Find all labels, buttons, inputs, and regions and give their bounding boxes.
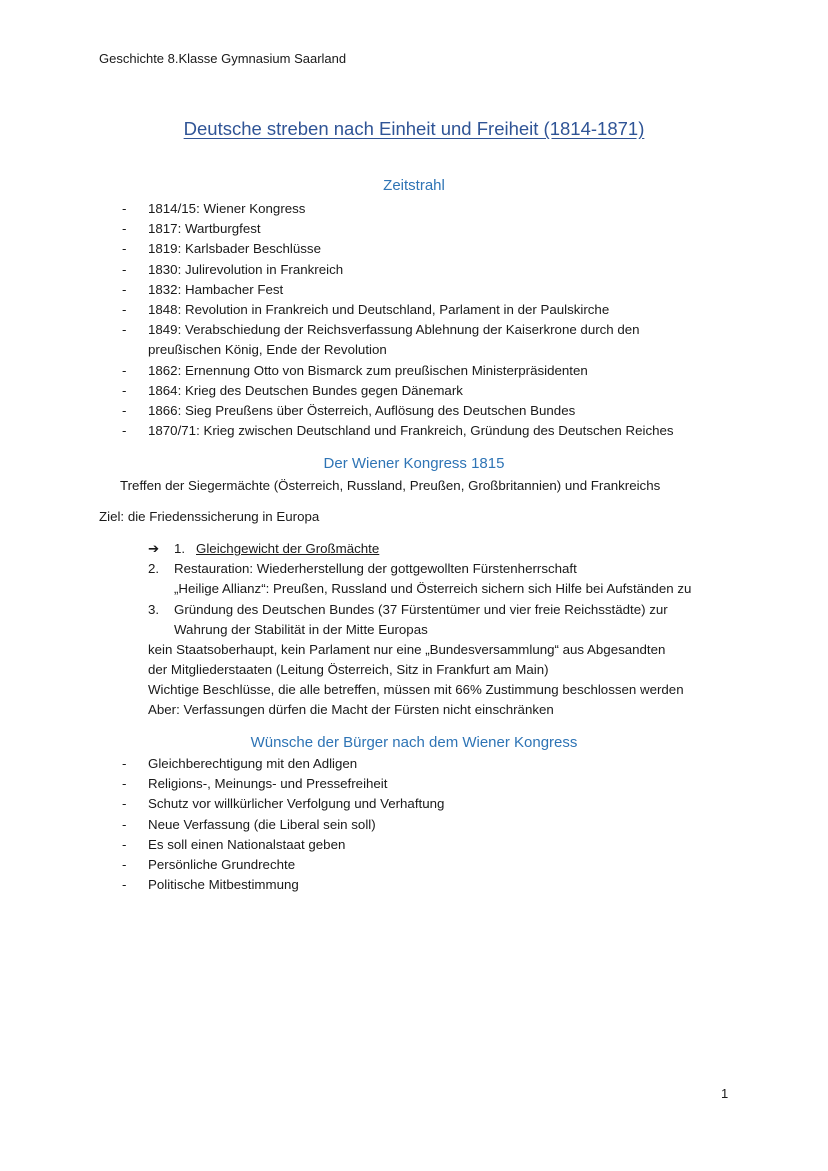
list-item-continuation: „Heilige Allianz“: Preußen, Russland und Österreich sichern sich Hilfe bei Aufständen zu	[174, 581, 692, 597]
congress-heading: Der Wiener Kongress 1815	[323, 455, 505, 472]
congress-points	[148, 539, 788, 640]
list-item: 2. Restauration: Wiederherstellung der gottgewollten Fürstenherrschaft	[148, 561, 577, 577]
list-item: 3. Gründung des Deutschen Bundes (37 Fürstentümer und vier freie Reichsstädte) zur	[148, 601, 668, 617]
arrow-right-icon: ➔	[148, 541, 160, 556]
congress-detail: der Mitgliederstaaten (Leitung Österreich, Sitz in Frankfurt am Main)	[148, 662, 549, 677]
list-item-continuation: Wahrung der Stabilität in der Mitte Europas	[174, 621, 428, 637]
congress-detail: Aber: Verfassungen dürfen die Macht der Fürsten nicht einschränken	[148, 702, 554, 717]
wishes-heading: Wünsche der Bürger nach dem Wiener Kongress	[250, 734, 578, 751]
page-header: Geschichte 8.Klasse Gymnasium Saarland	[99, 51, 347, 66]
list-item: ➔ 1. Gleichgewicht der Großmächte	[148, 539, 788, 559]
document-title: Deutsche streben nach Einheit und Freiheit (1814-1871)	[183, 118, 645, 139]
page-number: 1	[721, 1086, 729, 1101]
congress-detail: Wichtige Beschlüsse, die alle betreffen, müssen mit 66% Zustimmung beschlossen werden	[148, 682, 684, 697]
document-page: Geschichte 8.Klasse Gymnasium Saarland Deutsche streben nach Einheit und Freiheit (1814-1871) Zeitstrahl - 1814/15: Wiener Kongress - 1817: Wartburgfest - 1819: Karlsbader Beschlüsse - 1830: Julirevolution in Frankreich - 1832: Hambacher Fest - 1848: Revolution in Frankreich und Deutschland, Parlament in der Paulskirche - 1849: Verabschiedung der Reichsverfassung Ablehnung der Kaiserkrone durch den preußischen König, Ende der Revolution - 1862: Ernennung Otto von Bismarck zum preußischen Ministerpräsidenten - 1864: Krieg des Deutschen Bundes gegen Dänemark - 1866: Sieg Preußens über Österreich, Auflösung des Deutschen Bundes - 1870/71: Krieg zwischen Deutschland und Frankreich, Gründung des Deutschen Reiches Der Wiener Kongress 1815 Treffen der Siegermächte (Österreich, Russland, Preußen, Großbritannien) und Frankreichs Ziel: die Friedenssicherung in Europa ➔ 1. Gleichgewicht der Großmächte 2. Restauration: Wiederherstellung der gottgewollten Fürstenherrschaft „Heilige Allianz“: Preußen, Russland und Österreich sichern sich Hilfe bei Aufständen zu 3. Gründung des Deutschen Bundes (37 Fürstentümer und vier freie Reichsstädte) zur Wahrung der Stabilität in der Mitte Europas kein Staatsoberhaupt, kein Parlament nur eine „Bundesversammlung“ aus Abgesandten der Mitgliederstaaten (Leitung Österreich, Sitz in Frankfurt am Main) Wichtige Beschlüsse, die alle betreffen, müssen mit 66% Zustimmung beschlossen werden Aber: Verfassungen dürfen die Macht der Fürsten nicht einschränken Wünsche der Bürger nach dem Wiener Kongress - Gleichberechtigung mit den Adligen - Religions-, Meinungs- und Pressefreiheit - Schutz vor willkürlicher Verfolgung und Verhaftung - Neue Verfassung (die Liberal sein soll) - Es soll einen Nationalstaat geben - Persönliche Grundrechte - Politische Mitbestimmung 1	[0, 0, 828, 1171]
congress-intro: Treffen der Siegermächte (Österreich, Russland, Preußen, Großbritannien) und Frankreichs	[120, 478, 661, 493]
timeline-heading: Zeitstrahl	[383, 177, 445, 194]
congress-detail: kein Staatsoberhaupt, kein Parlament nur eine „Bundesversammlung“ aus Abgesandten	[148, 642, 666, 657]
congress-goal: Ziel: die Friedenssicherung in Europa	[99, 509, 320, 524]
